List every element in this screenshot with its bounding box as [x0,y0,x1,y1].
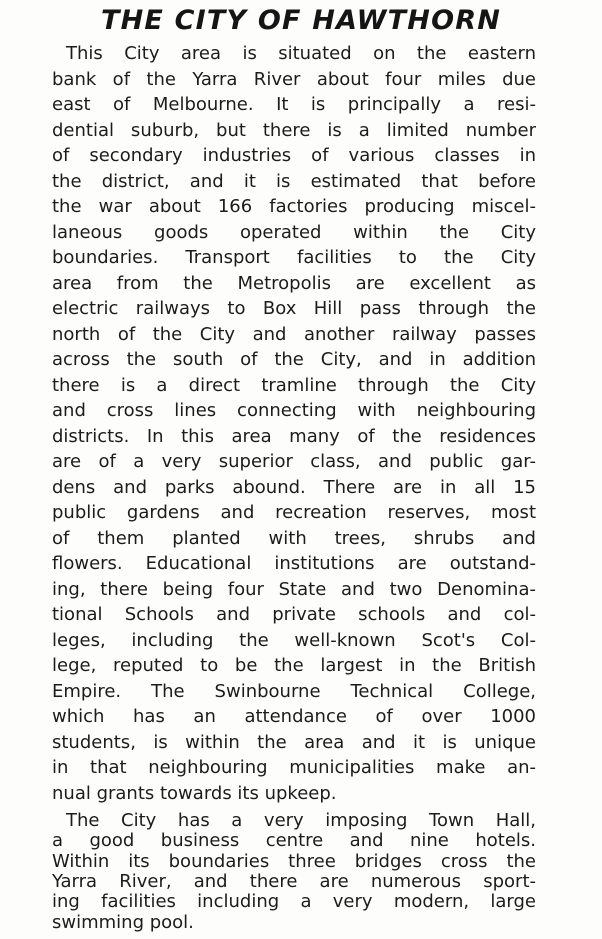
paragraph-1-line-19: public gardens and recreation reserves, most [52,502,536,523]
paragraph-1-line-4: dential suburb, but there is a limited number [52,119,536,141]
paragraph-1-line-21: flowers. Educational institutions are outstand- [52,553,536,574]
paragraph-1-line-25: lege, reputed to be the largest in the British [52,655,536,676]
paragraph-1-line-29: in that neighbouring municipalities make an- [52,757,536,778]
paragraph-2-line-4: Yarra River, and there are numerous sport- [52,871,536,892]
paragraph-1-line-2: bank of the Yarra River about four miles due [52,68,536,90]
paragraph-1-line-14: there is a direct tramline through the City [52,374,536,396]
paragraph-1-line-13: across the south of the City, and in addition [52,349,536,370]
paragraph-1-line-24: leges, including the well-known Scot's Col- [52,629,536,651]
paragraph-1-line-16: districts. In this area many of the residences [52,425,536,447]
paragraph-1-line-15: and cross lines connecting with neighbouring [52,400,536,421]
paragraph-1-line-9: boundaries. Transport facilities to the City [52,247,536,268]
paragraph-2-line-2: a good business centre and nine hotels. [52,830,536,852]
paragraph-1-line-8: laneous goods operated within the City [52,221,536,243]
paragraph-2-line-5: ing facilities including a very modern, large [52,891,536,913]
paragraph-1-line-12: north of the City and another railway passes [52,323,536,345]
paragraph-1-line-6: the district, and it is estimated that before [52,170,536,192]
paragraph-1-line-18: dens and parks abound. There are in all 15 [52,476,536,498]
paragraph-1-line-22: ing, there being four State and two Denomina- [52,578,536,600]
paragraph-1-line-5: of secondary industries of various classes in [52,145,536,166]
paragraph-1-line-26: Empire. The Swinbourne Technical College, [52,680,536,702]
paragraph-2-line-3: Within its boundaries three bridges cross the [52,850,536,872]
paragraph-1-line-7: the war about 166 factories producing miscel- [52,196,536,217]
paragraph-1-line-3: east of Melbourne. It is principally a resi- [52,94,536,115]
paragraph-1-line-11: electric railways to Box Hill pass through the [52,298,536,319]
paragraph-1-line-27: which has an attendance of over 1000 [52,706,536,727]
paragraph-1-line-17: are of a very superior class, and public gar- [52,451,536,472]
paragraph-1-line-28: students, is within the area and it is unique [52,731,536,753]
paragraph-2-line-1: The City has a very imposing Town Hall, [66,810,536,831]
article-title: THE CITY OF HAWTHORN [100,5,502,36]
paragraph-1-line-1: This City area is situated on the eastern [66,43,536,64]
paragraph-1-line-30: nual grants towards its upkeep. [52,782,337,804]
paragraph-1-line-20: of them planted with trees, shrubs and [52,527,536,549]
paragraph-2-line-6: swimming pool. [52,911,194,933]
paragraph-1-line-10: area from the Metropolis are excellent as [52,272,536,294]
paragraph-1-line-23: tional Schools and private schools and col- [52,604,536,625]
